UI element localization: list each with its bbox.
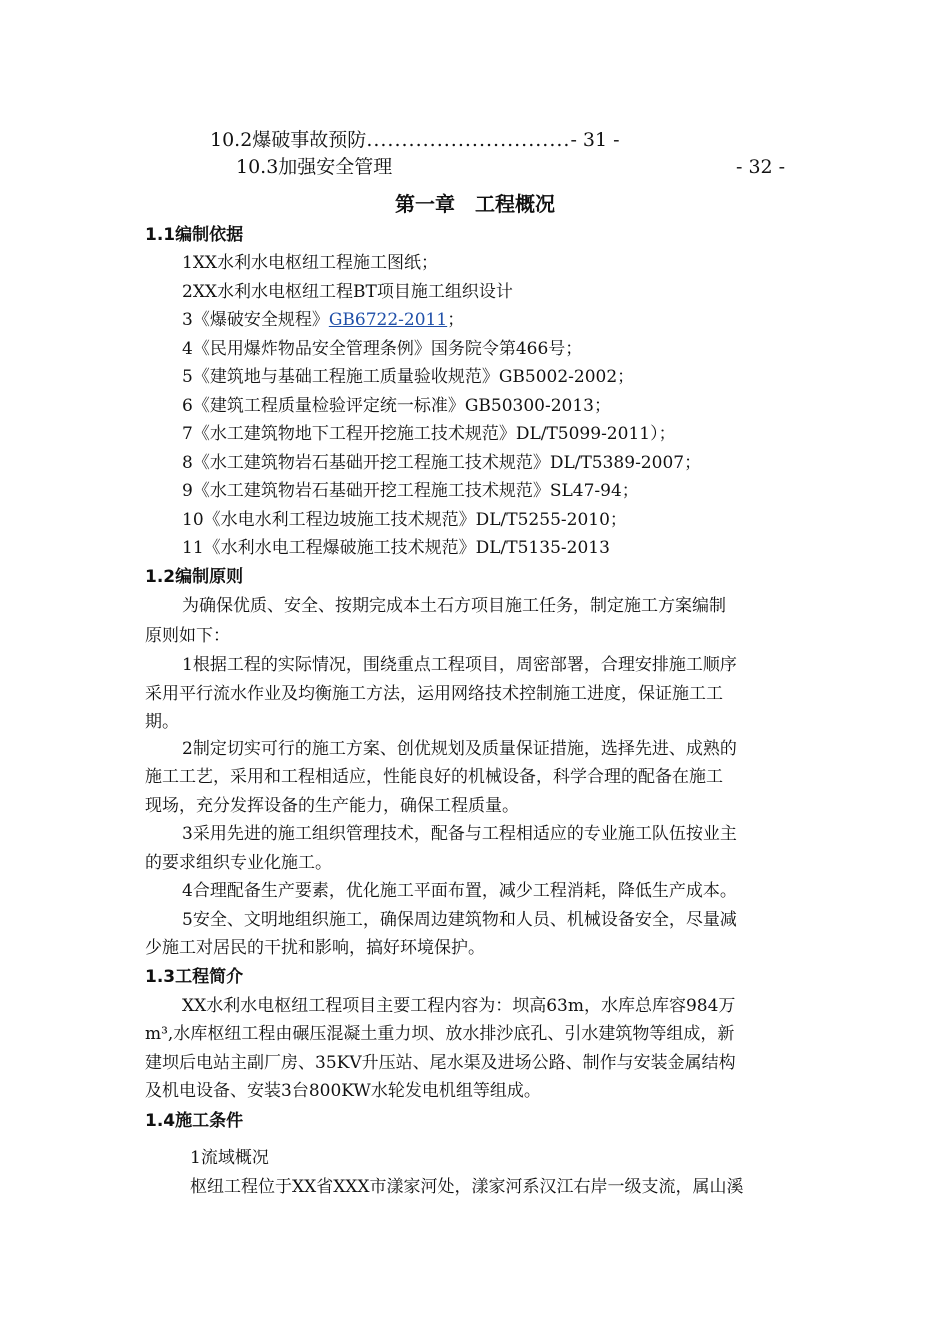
chapter-title: 第一章 工程概况	[395, 192, 555, 216]
paragraph-line: 的要求组织专业化施工。	[145, 853, 332, 873]
reference-item: 6《建筑工程质量检验评定统一标准》GB50300-2013；	[182, 396, 611, 416]
paragraph-line: 5安全、文明地组织施工，确保周边建筑物和人员、机械设备安全，尽量减	[182, 910, 737, 930]
toc-entry-10-3[interactable]	[236, 155, 392, 179]
paragraph-line: 3采用先进的施工组织管理技术，配备与工程相适应的专业施工队伍按业主	[182, 824, 737, 844]
reference-text: 3《爆破安全规程》	[182, 310, 329, 330]
toc-entry-10-2[interactable]	[210, 128, 620, 152]
toc-label: 10.3加强安全管理	[236, 156, 393, 178]
reference-item: 10《水电水利工程边坡施工技术规范》DL/T5255-2010；	[182, 510, 627, 530]
toc-page-10-3: - 32 -	[736, 156, 786, 178]
section-heading: 1.3工程简介	[145, 967, 244, 987]
standard-link[interactable]: GB6722-2011	[328, 310, 448, 330]
paragraph-line: 建坝后电站主副厂房、35KV升压站、尾水渠及进场公路、制作与安装金属结构	[145, 1053, 736, 1073]
reference-item: 4《民用爆炸物品安全管理条例》国务院令第466号；	[182, 339, 583, 359]
paragraph-line: 现场，充分发挥设备的生产能力，确保工程质量。	[145, 796, 519, 816]
reference-item	[182, 309, 464, 331]
paragraph-line: 采用平行流水作业及均衡施工方法，运用网络技术控制施工进度，保证施工工	[145, 684, 723, 704]
section-heading: 1.1编制依据	[145, 225, 244, 245]
section-heading: 1.2编制原则	[145, 567, 244, 587]
paragraph-line: XX水利水电枢纽工程项目主要工程内容为：坝高63m，水库总库容984万	[182, 996, 736, 1016]
paragraph-line: m³,水库枢纽工程由碾压混凝土重力坝、放水排沙底孔、引水建筑物等组成，新	[145, 1024, 735, 1044]
reference-item: 11《水利水电工程爆破施工技术规范》DL/T5135-2013	[182, 538, 610, 558]
paragraph-line: 4合理配备生产要素，优化施工平面布置，减少工程消耗，降低生产成本。	[182, 881, 737, 901]
paragraph-line: 原则如下：	[145, 626, 230, 646]
paragraph-line: 1流域概况	[190, 1148, 269, 1168]
paragraph-line: 及机电设备、安装3台800KW水轮发电机组等组成。	[145, 1081, 541, 1101]
paragraph-line: 枢纽工程位于XX省XXX市漾家河处，漾家河系汉江右岸一级支流，属山溪	[190, 1177, 744, 1197]
reference-item: 9《水工建筑物岩石基础开挖工程施工技术规范》SL47-94；	[182, 481, 639, 501]
toc-label: 10.2爆破事故预防	[210, 129, 367, 151]
reference-item: 1XX水利水电枢纽工程施工图纸；	[182, 253, 439, 273]
reference-item: 7《水工建筑物地下工程开挖施工技术规范》DL/T5099-2011）；	[182, 424, 676, 444]
paragraph-line: 2制定切实可行的施工方案、创优规划及质量保证措施，选择先进、成熟的	[182, 739, 737, 759]
paragraph-line: 1根据工程的实际情况，围绕重点工程项目，周密部署，合理安排施工顺序	[182, 655, 737, 675]
reference-item: 5《建筑地与基础工程施工质量验收规范》GB5002-2002；	[182, 367, 635, 387]
reference-item: 2XX水利水电枢纽工程BT项目施工组织设计	[182, 282, 513, 302]
reference-item: 8《水工建筑物岩石基础开挖工程施工技术规范》DL/T5389-2007；	[182, 453, 702, 473]
paragraph-line: 为确保优质、安全、按期完成本土石方项目施工任务，制定施工方案编制	[182, 596, 726, 616]
reference-text: ；	[447, 310, 465, 330]
paragraph-line: 施工工艺，采用和工程相适应，性能良好的机械设备，科学合理的配备在施工	[145, 767, 723, 787]
toc-dots: .............................	[366, 129, 571, 151]
paragraph-line: 少施工对居民的干扰和影响，搞好环境保护。	[145, 938, 485, 958]
paragraph-line: 期。	[145, 712, 179, 732]
toc-page: - 31 -	[570, 129, 620, 151]
section-heading: 1.4施工条件	[145, 1111, 244, 1131]
